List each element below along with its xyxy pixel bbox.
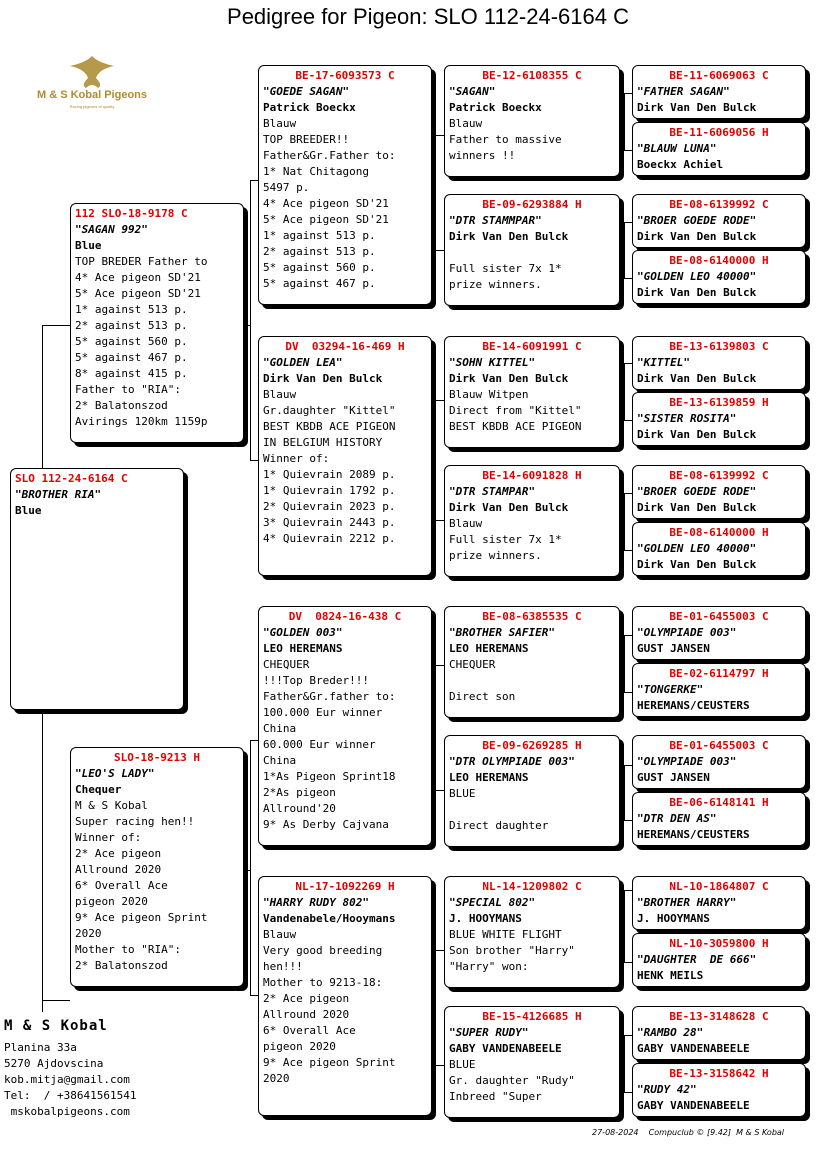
info-line: Direct daughter xyxy=(449,819,549,832)
address-line: Planina 33a xyxy=(4,1041,77,1054)
address-phone: Tel: / +38641561541 xyxy=(4,1089,137,1102)
info-line: prize winners. xyxy=(449,549,542,562)
footer xyxy=(592,1128,784,1137)
owner: LEO HEREMANS xyxy=(449,771,529,784)
info-line: pigeon 2020 xyxy=(263,1040,336,1053)
info-line: Direct son xyxy=(449,690,516,703)
info-line: 2020 xyxy=(263,1072,290,1085)
info-line: Son brother "Harry" xyxy=(449,944,575,957)
connector-line xyxy=(432,135,444,136)
owner: LEO HEREMANS xyxy=(263,642,343,655)
info-line: 1*As Pigeon Sprint18 xyxy=(263,770,396,783)
info-line: Direct from "Kittel" xyxy=(449,404,582,417)
ring-number: BE-11-6069063 C xyxy=(669,69,769,82)
info-line: 2*As pigeon xyxy=(263,786,336,799)
owner: Blue xyxy=(15,504,42,517)
pigeon-name: "HARRY RUDY 802" xyxy=(263,896,369,909)
owner: GABY VANDENABEELE xyxy=(637,1042,750,1055)
info-line: 5497 p. xyxy=(263,181,310,194)
pigeon-name: "SUPER RUDY" xyxy=(449,1026,529,1039)
info-line: hen!!! xyxy=(263,960,303,973)
pigeon-name: "BROER GOEDE RODE" xyxy=(637,485,757,498)
info-line: Blauw xyxy=(449,517,483,530)
connector-line xyxy=(624,278,632,279)
pigeon-card-sire[interactable] xyxy=(70,203,244,443)
pigeon-card-grandparent[interactable] xyxy=(258,65,432,305)
info-line: prize winners. xyxy=(449,278,542,291)
info-line: 1* Quievrain 1792 p. xyxy=(263,484,396,497)
pigeon-name: "FATHER SAGAN" xyxy=(637,85,730,98)
ring-number: BE-08-6385535 C xyxy=(482,610,582,623)
connector-line xyxy=(432,1065,444,1066)
info-line: 1* Nat Chitagong xyxy=(263,165,369,178)
pigeon-card-gen5[interactable] xyxy=(632,1063,806,1117)
svg-text:M & S Kobal Pigeons: M & S Kobal Pigeons xyxy=(36,89,148,101)
info-line: Blauw xyxy=(449,117,483,130)
ring-number: BE-08-6139992 C xyxy=(669,469,769,482)
owner: HEREMANS/CEUSTERS xyxy=(637,828,750,841)
connector-line xyxy=(42,712,43,1012)
info-line: Allround 2020 xyxy=(263,1008,350,1021)
connector-line xyxy=(624,363,632,364)
address-email: kob.mitja@gmail.com xyxy=(4,1073,130,1086)
ring-number: BE-13-3158642 H xyxy=(669,1067,769,1080)
connector-line xyxy=(624,890,632,891)
connector-line xyxy=(432,950,433,1065)
ring-number: 112 SLO-18-9178 C xyxy=(75,207,188,220)
pigeon-card-grandparent[interactable] xyxy=(258,336,432,576)
pigeon-name: "BROTHER SAFIER" xyxy=(449,626,555,639)
breeder-address xyxy=(4,1018,136,1120)
pigeon-card-gen5[interactable] xyxy=(632,392,806,446)
owner: HEREMANS/CEUSTERS xyxy=(637,699,750,712)
info-line: 8* against 415 p. xyxy=(75,367,188,380)
pigeon-name: "BLAUW LUNA" xyxy=(637,142,717,155)
info-line: 2* against 513 p. xyxy=(263,245,376,258)
pigeon-card-great-grandparent[interactable] xyxy=(444,735,620,847)
pigeon-name: "RUDY 42" xyxy=(637,1083,697,1096)
connector-line xyxy=(624,820,632,821)
connector-line xyxy=(244,870,250,871)
connector-line xyxy=(624,765,625,820)
pigeon-card-gen5[interactable] xyxy=(632,465,806,519)
connector-line xyxy=(624,1035,625,1092)
footer-program: Compuclub © [9.42] xyxy=(648,1128,732,1137)
pigeon-name: "GOEDE SAGAN" xyxy=(263,85,350,98)
address-line: 5270 Ajdovscina xyxy=(4,1057,104,1070)
info-line: 3* Quievrain 2443 p. xyxy=(263,516,396,529)
connector-line xyxy=(250,180,251,460)
connector-line xyxy=(432,250,444,251)
info-line: BLUE xyxy=(449,1058,476,1071)
eagle-logo-icon xyxy=(30,52,155,112)
ring-number: BE-01-6455003 C xyxy=(669,610,769,623)
info-line: TOP BREEDER!! xyxy=(263,133,350,146)
pigeon-name: "DTR STAMMPAR" xyxy=(449,214,542,227)
pigeon-card-gen5[interactable] xyxy=(632,876,806,930)
info-line: 2* against 513 p. xyxy=(75,319,188,332)
info-line xyxy=(449,802,615,818)
ring-number: BE-12-6108355 C xyxy=(482,69,582,82)
owner: J. HOOYMANS xyxy=(637,912,710,925)
info-line: Gr.daughter "Kittel" xyxy=(263,404,396,417)
connector-line xyxy=(432,790,444,791)
svg-text:Racing pigeons of quality: Racing pigeons of quality xyxy=(69,104,115,109)
ring-number: BE-08-6140000 H xyxy=(669,254,769,267)
info-line: 2* Ace pigeon xyxy=(263,992,350,1005)
ring-number: BE-14-6091991 C xyxy=(482,340,582,353)
connector-line xyxy=(624,222,625,278)
info-line: 5* against 560 p. xyxy=(263,261,376,274)
ring-number: BE-17-6093573 C xyxy=(295,69,395,82)
pigeon-name: "RAMBO 28" xyxy=(637,1026,704,1039)
info-line: 9* Ace pigeon Sprint xyxy=(263,1056,396,1069)
info-line: 9* As Derby Cajvana xyxy=(263,818,389,831)
info-line: CHEQUER xyxy=(263,658,310,671)
pigeon-name: "BROTHER RIA" xyxy=(15,488,102,501)
pigeon-card-grandparent[interactable] xyxy=(258,876,432,1116)
owner: Dirk Van Den Bulck xyxy=(449,230,569,243)
info-line: 5* against 467 p. xyxy=(263,277,376,290)
info-line: BLUE WHITE FLIGHT xyxy=(449,928,562,941)
connector-line xyxy=(432,520,444,521)
connector-line xyxy=(624,962,632,963)
info-line: Allround'20 xyxy=(263,802,336,815)
info-line xyxy=(449,245,615,261)
info-line: Gr. daughter "Rudy" xyxy=(449,1074,575,1087)
owner: Dirk Van Den Bulck xyxy=(449,372,569,385)
pigeon-card-gen5[interactable] xyxy=(632,606,806,660)
connector-line xyxy=(42,1000,70,1001)
info-line: BEST KBDB ACE PIGEON xyxy=(263,420,396,433)
info-line: 5* against 467 p. xyxy=(75,351,188,364)
ring-number: SLO-18-9213 H xyxy=(113,751,201,764)
info-line: Blauw xyxy=(263,928,297,941)
info-line: China xyxy=(263,754,297,767)
ring-number: BE-13-6139803 C xyxy=(669,340,769,353)
info-line: M & S Kobal xyxy=(75,799,148,812)
connector-line xyxy=(624,420,632,421)
owner: Dirk Van Den Bulck xyxy=(449,501,569,514)
info-line: 1* against 513 p. xyxy=(263,229,376,242)
kobal-logo xyxy=(30,52,155,112)
info-line: pigeon 2020 xyxy=(75,895,148,908)
owner: J. HOOYMANS xyxy=(449,912,522,925)
owner: Dirk Van Den Bulck xyxy=(263,372,383,385)
pigeon-card-gen5[interactable] xyxy=(632,792,806,846)
owner: Dirk Van Den Bulck xyxy=(637,372,757,385)
owner: Patrick Boeckx xyxy=(263,101,356,114)
pigeon-name: "GOLDEN 003" xyxy=(263,626,343,639)
ring-number: NL-14-1209802 C xyxy=(482,880,582,893)
pigeon-name: "BROER GOEDE RODE" xyxy=(637,214,757,227)
pigeon-card-great-grandparent[interactable] xyxy=(444,1006,620,1118)
owner: Vandenabele/Hooymans xyxy=(263,912,396,925)
info-line: Father to "RIA": xyxy=(75,383,181,396)
pigeon-name: "SISTER ROSITA" xyxy=(637,412,737,425)
owner: GUST JANSEN xyxy=(637,771,710,784)
ring-number: NL-10-3059800 H xyxy=(669,937,769,950)
owner: Dirk Van Den Bulck xyxy=(637,501,757,514)
ring-number: BE-06-6148141 H xyxy=(669,796,769,809)
info-line: 1* Quievrain 2089 p. xyxy=(263,468,396,481)
connector-line xyxy=(624,363,625,420)
connector-line xyxy=(624,765,632,766)
info-line: Winner of: xyxy=(263,452,330,465)
info-line: 1* against 513 p. xyxy=(75,303,188,316)
connector-line xyxy=(624,692,632,693)
info-line: Blauw xyxy=(263,117,297,130)
info-line: 4* Ace pigeon SD'21 xyxy=(263,197,389,210)
connector-line xyxy=(244,325,250,326)
owner: Boeckx Achiel xyxy=(637,158,724,171)
connector-line xyxy=(624,93,632,94)
info-line: BEST KBDB ACE PIGEON xyxy=(449,420,582,433)
info-line: Mother to 9213-18: xyxy=(263,976,383,989)
owner: GUST JANSEN xyxy=(637,642,710,655)
connector-line xyxy=(624,1092,632,1093)
footer-date: 27-08-2024 xyxy=(592,1128,639,1137)
ring-number: BE-09-6269285 H xyxy=(482,739,582,752)
owner: GABY VANDENABEELE xyxy=(637,1099,750,1112)
info-line: 6* Overall Ace xyxy=(263,1024,356,1037)
info-line: Blauw xyxy=(263,388,297,401)
info-line: CHEQUER xyxy=(449,658,496,671)
ring-number: BE-08-6139992 C xyxy=(669,198,769,211)
connector-line xyxy=(250,740,251,995)
connector-line xyxy=(432,400,433,520)
info-line: 5* Ace pigeon SD'21 xyxy=(75,287,201,300)
info-line: 6* Overall Ace xyxy=(75,879,168,892)
pigeon-card-gen5[interactable] xyxy=(632,735,806,789)
footer-breeder: M & S Kobal xyxy=(736,1128,785,1137)
owner: Dirk Van Den Bulck xyxy=(637,286,757,299)
info-line: Father&Gr.Father to: xyxy=(263,149,396,162)
pigeon-name: "SPECIAL 802" xyxy=(449,896,536,909)
info-line: Father to massive xyxy=(449,133,562,146)
info-line: Super racing hen!! xyxy=(75,815,195,828)
info-line: BLUE xyxy=(449,787,476,800)
connector-line xyxy=(432,950,444,951)
ring-number: DV 03294-16-469 H xyxy=(285,340,405,353)
pigeon-name: "KITTEL" xyxy=(637,356,690,369)
ring-number: BE-15-4126685 H xyxy=(482,1010,582,1023)
ring-number: BE-01-6455003 C xyxy=(669,739,769,752)
connector-line xyxy=(624,890,625,962)
pigeon-card-subject[interactable] xyxy=(10,468,184,710)
connector-line xyxy=(624,222,632,223)
info-line: 2* Balatonszod xyxy=(75,959,168,972)
info-line: winners !! xyxy=(449,149,516,162)
pigeon-card-great-grandparent[interactable] xyxy=(444,336,620,448)
connector-line xyxy=(42,325,43,470)
info-line: Full sister 7x 1* xyxy=(449,533,562,546)
connector-line xyxy=(624,550,632,551)
pigeon-card-gen5[interactable] xyxy=(632,250,806,304)
address-website: mskobalpigeons.com xyxy=(4,1105,130,1118)
ring-number: BE-08-6140000 H xyxy=(669,526,769,539)
pigeon-card-great-grandparent[interactable] xyxy=(444,606,620,718)
ring-number: BE-02-6114797 H xyxy=(669,667,769,680)
connector-line xyxy=(432,400,444,401)
owner: HENK MEILS xyxy=(637,969,704,982)
connector-line xyxy=(624,93,625,150)
pigeon-card-gen5[interactable] xyxy=(632,663,806,717)
info-line: "Harry" won: xyxy=(449,960,529,973)
info-line: 2020 xyxy=(75,927,102,940)
ring-number: BE-09-6293884 H xyxy=(482,198,582,211)
pigeon-card-great-grandparent[interactable] xyxy=(444,65,620,177)
ring-number: NL-17-1092269 H xyxy=(295,880,395,893)
pigeon-name: "DTR DEN AS" xyxy=(637,812,717,825)
owner: Dirk Van Den Bulck xyxy=(637,428,757,441)
info-line: Full sister 7x 1* xyxy=(449,262,562,275)
info-line: 100.000 Eur winner xyxy=(263,706,383,719)
ring-number: SLO 112-24-6164 C xyxy=(15,472,128,485)
info-line: IN BELGIUM HISTORY xyxy=(263,436,383,449)
connector-line xyxy=(250,460,258,461)
info-line: Blauw Witpen xyxy=(449,388,529,401)
pigeon-name: "GOLDEN LEA" xyxy=(263,356,343,369)
breeder-name: M & S Kobal xyxy=(4,1018,108,1034)
info-line: 60.000 Eur winner xyxy=(263,738,376,751)
owner: Blue xyxy=(75,239,102,252)
pigeon-name: "LEO'S LADY" xyxy=(75,767,155,780)
pigeon-card-gen5[interactable] xyxy=(632,194,806,248)
pigeon-card-great-grandparent[interactable] xyxy=(444,465,620,577)
pigeon-name: "BROTHER HARRY" xyxy=(637,896,737,909)
ring-number: BE-13-3148628 C xyxy=(669,1010,769,1023)
connector-line xyxy=(250,740,258,741)
ring-number: BE-14-6091828 H xyxy=(482,469,582,482)
info-line: Mother to "RIA": xyxy=(75,943,181,956)
owner: LEO HEREMANS xyxy=(449,642,529,655)
pigeon-name: "OLYMPIADE 003" xyxy=(637,755,737,768)
info-line: Very good breeding xyxy=(263,944,383,957)
info-line: 5* Ace pigeon SD'21 xyxy=(263,213,389,226)
pigeon-card-gen5[interactable] xyxy=(632,122,806,176)
connector-line xyxy=(432,665,444,666)
pigeon-name: "DTR OLYMPIADE 003" xyxy=(449,755,575,768)
pigeon-card-gen5[interactable] xyxy=(632,522,806,576)
pigeon-name: "TONGERKE" xyxy=(637,683,704,696)
pigeon-name: "DTR STAMPAR" xyxy=(449,485,536,498)
ring-number: BE-13-6139859 H xyxy=(669,396,769,409)
owner: Dirk Van Den Bulck xyxy=(637,101,757,114)
page-title: Pedigree for Pigeon: SLO 112-24-6164 C xyxy=(227,4,629,29)
info-line: !!!Top Breder!!! xyxy=(263,674,369,687)
owner: Dirk Van Den Bulck xyxy=(637,558,757,571)
pigeon-name: "GOLDEN LEO 40000" xyxy=(637,542,757,555)
connector-line xyxy=(624,1035,632,1036)
pigeon-card-great-grandparent[interactable] xyxy=(444,876,620,988)
owner: Patrick Boeckx xyxy=(449,101,542,114)
pigeon-name: "SAGAN" xyxy=(449,85,496,98)
pigeon-name: "OLYMPIADE 003" xyxy=(637,626,737,639)
connector-line xyxy=(624,635,625,692)
connector-line xyxy=(42,325,70,326)
owner: Dirk Van Den Bulck xyxy=(637,230,757,243)
pigeon-card-great-grandparent[interactable] xyxy=(444,194,620,306)
pigeon-name: "DAUGHTER DE 666" xyxy=(637,953,757,966)
ring-number: BE-11-6069056 H xyxy=(669,126,769,139)
info-line: 4* Quievrain 2212 p. xyxy=(263,532,396,545)
pigeon-card-gen5[interactable] xyxy=(632,1006,806,1060)
info-line: Father&Gr.father to: xyxy=(263,690,396,703)
info-line: Winner of: xyxy=(75,831,142,844)
ring-number: NL-10-1864807 C xyxy=(669,880,769,893)
connector-line xyxy=(432,665,433,790)
pigeon-card-gen5[interactable] xyxy=(632,933,806,987)
info-line: 9* Ace pigeon Sprint xyxy=(75,911,208,924)
pigeon-card-gen5[interactable] xyxy=(632,65,806,119)
connector-line xyxy=(624,635,632,636)
pigeon-name: "SAGAN 992" xyxy=(75,223,148,236)
connector-line xyxy=(624,493,632,494)
info-line: Inbreed "Super xyxy=(449,1090,542,1103)
info-line: TOP BREDER Father to xyxy=(75,255,208,268)
pigeon-card-grandparent[interactable] xyxy=(258,606,432,846)
owner: GABY VANDENABEELE xyxy=(449,1042,562,1055)
info-line: Allround 2020 xyxy=(75,863,162,876)
ring-number: DV 0824-16-438 C xyxy=(288,610,402,623)
connector-line xyxy=(624,150,632,151)
connector-line xyxy=(250,180,258,181)
info-line: 5* against 560 p. xyxy=(75,335,188,348)
info-line: China xyxy=(263,722,297,735)
info-line: 2* Quievrain 2023 p. xyxy=(263,500,396,513)
owner: Chequer xyxy=(75,783,122,796)
pigeon-card-dam[interactable] xyxy=(70,747,244,987)
pigeon-name: "SOHN KITTEL" xyxy=(449,356,536,369)
info-line: 4* Ace pigeon SD'21 xyxy=(75,271,201,284)
info-line: 2* Ace pigeon xyxy=(75,847,162,860)
connector-line xyxy=(432,135,433,250)
info-line: 2* Balatonszod xyxy=(75,399,168,412)
connector-line xyxy=(624,493,625,550)
pigeon-name: "GOLDEN LEO 40000" xyxy=(637,270,757,283)
info-line xyxy=(449,673,615,689)
info-line: Avirings 120km 1159p xyxy=(75,415,208,428)
connector-line xyxy=(250,995,258,996)
pigeon-card-gen5[interactable] xyxy=(632,336,806,390)
